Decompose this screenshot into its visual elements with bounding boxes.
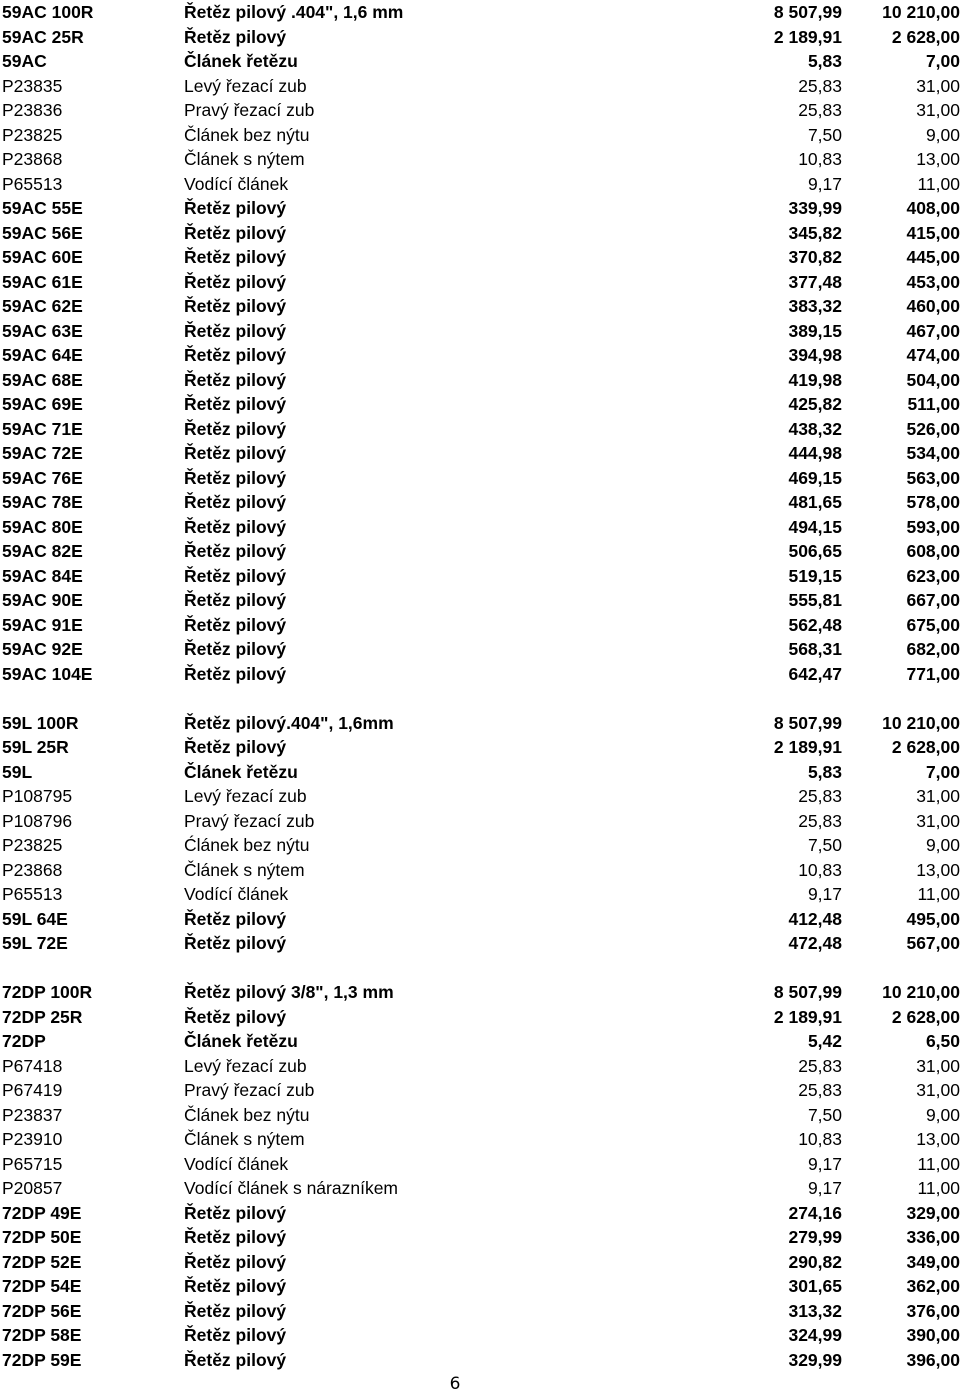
- item-description: Řetěz pilový: [184, 443, 287, 463]
- price-with-vat: 31,00: [916, 1055, 960, 1076]
- item-code: 72DP: [2, 1031, 46, 1051]
- price-with-vat: 675,00: [906, 614, 960, 635]
- item-description: Řetěz pilový: [184, 933, 287, 953]
- price-with-vat: 563,00: [906, 467, 960, 488]
- item-code: 59AC 60E: [2, 247, 83, 267]
- item-description: Řetěz pilový: [184, 590, 287, 610]
- price-without-vat: 506,65: [788, 541, 842, 561]
- price-with-vat: 13,00: [916, 859, 960, 880]
- item-description: Levý řezací zub: [184, 75, 307, 96]
- item-code: P23910: [2, 1129, 63, 1149]
- item-code: 59L 100R: [2, 712, 79, 733]
- item-code: P20857: [2, 1178, 63, 1198]
- price-without-vat: 25,83: [798, 1080, 842, 1100]
- price-with-vat: 376,00: [906, 1300, 960, 1321]
- table-row: [0, 245, 960, 270]
- price-without-vat: 9,17: [807, 173, 842, 194]
- item-description: Řetěz pilový: [184, 1349, 287, 1370]
- item-code: 59AC 61E: [2, 271, 83, 292]
- price-with-vat: 9,00: [925, 124, 960, 145]
- item-code: 59AC 92E: [2, 639, 83, 659]
- table-row: [0, 417, 960, 442]
- item-code: P67419: [2, 1080, 63, 1100]
- table-row: [0, 0, 960, 25]
- item-description: Řetěz pilový: [184, 614, 287, 635]
- price-with-vat: 10 210,00: [882, 2, 960, 22]
- item-code: 59AC 25R: [2, 26, 84, 47]
- item-description: Pravý řezací zub: [184, 100, 315, 120]
- item-description: Řetěz pilový: [184, 565, 287, 586]
- price-with-vat: 593,00: [906, 516, 960, 537]
- item-description: Řetěz pilový: [184, 271, 287, 292]
- item-code: 59AC 104E: [2, 663, 93, 684]
- table-row: [0, 613, 960, 638]
- price-with-vat: 511,00: [907, 394, 960, 414]
- item-code: P23868: [2, 859, 63, 880]
- item-description: Vodící článek: [184, 884, 289, 904]
- item-code: P65715: [2, 1153, 63, 1174]
- price-without-vat: 25,83: [798, 75, 842, 96]
- table-row: [0, 392, 960, 417]
- table-row: [0, 343, 960, 368]
- item-code: 59AC 80E: [2, 516, 83, 537]
- table-row: [0, 980, 960, 1005]
- item-description: Pravý řezací zub: [184, 1080, 315, 1100]
- item-code: 72DP 59E: [2, 1349, 82, 1370]
- table-row: [0, 735, 960, 760]
- item-code: P65513: [2, 173, 63, 194]
- price-without-vat: 9,17: [807, 884, 842, 904]
- price-with-vat: 526,00: [906, 418, 960, 439]
- price-without-vat: 469,15: [788, 467, 842, 488]
- price-without-vat: 8 507,99: [773, 2, 842, 22]
- item-description: Řetěz pilový: [184, 639, 287, 659]
- price-without-vat: 5,83: [807, 761, 842, 782]
- price-without-vat: 10,83: [798, 859, 842, 880]
- price-without-vat: 472,48: [788, 933, 842, 953]
- item-description: Pravý řezací zub: [184, 810, 315, 831]
- price-without-vat: 9,17: [807, 1153, 842, 1174]
- item-code: 59AC 78E: [2, 492, 83, 512]
- item-description: Řetěz pilový.404", 1,6mm: [184, 712, 394, 733]
- table-row: [0, 1274, 960, 1299]
- table-row: [0, 515, 960, 540]
- price-without-vat: 345,82: [788, 222, 842, 243]
- item-description: Řetěz pilový: [184, 467, 287, 488]
- price-with-vat: 11,00: [917, 173, 960, 194]
- price-with-vat: 2 628,00: [891, 1006, 960, 1027]
- item-code: 59AC 71E: [2, 418, 83, 439]
- table-row: [0, 662, 960, 687]
- item-description: Řetěz pilový: [184, 394, 287, 414]
- price-with-vat: 390,00: [906, 1325, 960, 1345]
- price-with-vat: 682,00: [906, 639, 960, 659]
- item-code: P108795: [2, 786, 73, 806]
- item-description: Článek řetězu: [184, 761, 298, 782]
- price-with-vat: 31,00: [916, 1080, 960, 1100]
- price-with-vat: 608,00: [906, 541, 960, 561]
- item-code: 59AC 91E: [2, 614, 83, 635]
- item-description: Článek bez nýtu: [184, 124, 310, 145]
- price-without-vat: 324,99: [788, 1325, 842, 1345]
- item-code: 59AC: [2, 51, 47, 71]
- price-with-vat: 13,00: [916, 149, 960, 169]
- table-row: [0, 1299, 960, 1324]
- item-description: Řetěz pilový: [184, 492, 287, 512]
- item-code: 59AC 100R: [2, 2, 94, 22]
- item-description: Řetěz pilový: [184, 296, 287, 316]
- price-without-vat: 568,31: [788, 639, 842, 659]
- table-row: [0, 25, 960, 50]
- table-row: [0, 1103, 960, 1128]
- item-description: Řetěz pilový: [184, 369, 287, 390]
- item-description: Řetěz pilový: [184, 1202, 287, 1223]
- price-with-vat: 31,00: [916, 786, 960, 806]
- price-with-vat: 31,00: [916, 75, 960, 96]
- price-with-vat: 13,00: [916, 1129, 960, 1149]
- table-row: [0, 294, 960, 319]
- item-code: P23835: [2, 75, 63, 96]
- price-without-vat: 377,48: [788, 271, 842, 292]
- price-with-vat: 10 210,00: [882, 982, 960, 1002]
- table-row: [0, 1152, 960, 1177]
- item-description: Řetěz pilový: [184, 737, 287, 757]
- item-description: Řetěz pilový: [184, 247, 287, 267]
- item-description: Ćlánek bez nýtu: [184, 835, 310, 855]
- price-with-vat: 396,00: [906, 1349, 960, 1370]
- item-code: 59AC 72E: [2, 443, 83, 463]
- price-with-vat: 9,00: [925, 835, 960, 855]
- price-with-vat: 9,00: [925, 1104, 960, 1125]
- table-row: [0, 1054, 960, 1079]
- table-row: [0, 637, 960, 662]
- table-row: [0, 319, 960, 344]
- item-code: 59AC 64E: [2, 345, 83, 365]
- item-code: 59AC 55E: [2, 198, 83, 218]
- table-row: [0, 760, 960, 785]
- price-without-vat: 562,48: [788, 614, 842, 635]
- item-description: Článek řetězu: [184, 51, 298, 71]
- price-without-vat: 555,81: [788, 590, 842, 610]
- item-description: Řetěz pilový: [184, 26, 287, 47]
- price-without-vat: 10,83: [798, 149, 842, 169]
- item-code: 59L: [2, 761, 33, 782]
- price-without-vat: 389,15: [788, 320, 842, 341]
- item-code: 72DP 25R: [2, 1006, 83, 1027]
- table-row: [0, 1078, 960, 1103]
- price-without-vat: 329,99: [788, 1349, 842, 1370]
- price-with-vat: 495,00: [906, 908, 960, 929]
- item-description: Řetěz pilový: [184, 663, 287, 684]
- item-description: Řetěz pilový: [184, 1251, 287, 1272]
- section-gap: [0, 956, 960, 981]
- item-description: Řetěz pilový: [184, 1006, 287, 1027]
- price-with-vat: 567,00: [906, 933, 960, 953]
- price-without-vat: 290,82: [788, 1251, 842, 1272]
- price-without-vat: 301,65: [788, 1276, 842, 1296]
- item-description: Levý řezací zub: [184, 1055, 307, 1076]
- table-row: [0, 564, 960, 589]
- item-code: P23825: [2, 835, 63, 855]
- table-row: [0, 1348, 960, 1373]
- table-row: [0, 49, 960, 74]
- table-row: [0, 1323, 960, 1348]
- price-with-vat: 7,00: [925, 51, 960, 71]
- table-row: [0, 588, 960, 613]
- price-without-vat: 25,83: [798, 100, 842, 120]
- item-description: Řetěz pilový: [184, 1276, 287, 1296]
- price-with-vat: 415,00: [906, 222, 960, 243]
- table-row: [0, 196, 960, 221]
- item-code: 59L 64E: [2, 908, 68, 929]
- item-code: 59AC 56E: [2, 222, 83, 243]
- item-description: Článek bez nýtu: [184, 1104, 310, 1125]
- price-without-vat: 274,16: [788, 1202, 842, 1223]
- item-description: Řetěz pilový: [184, 222, 287, 243]
- item-code: P67418: [2, 1055, 63, 1076]
- table-row: [0, 1029, 960, 1054]
- item-description: Vodící článek s nárazníkem: [184, 1178, 398, 1198]
- price-without-vat: 10,83: [798, 1129, 842, 1149]
- table-row: [0, 147, 960, 172]
- table-row: [0, 74, 960, 99]
- table-row: [0, 784, 960, 809]
- price-without-vat: 8 507,99: [773, 982, 842, 1002]
- item-code: 72DP 100R: [2, 982, 93, 1002]
- item-code: 72DP 50E: [2, 1227, 82, 1247]
- price-without-vat: 438,32: [788, 418, 842, 439]
- item-description: Levý řezací zub: [184, 786, 307, 806]
- item-code: P23836: [2, 100, 63, 120]
- item-description: Řetěz pilový: [184, 1300, 287, 1321]
- table-row: [0, 1127, 960, 1152]
- price-with-vat: 623,00: [906, 565, 960, 586]
- price-without-vat: 339,99: [788, 198, 842, 218]
- table-row: [0, 270, 960, 295]
- item-code: 59AC 90E: [2, 590, 83, 610]
- item-code: 72DP 56E: [2, 1300, 82, 1321]
- price-without-vat: 25,83: [798, 810, 842, 831]
- price-with-vat: 474,00: [906, 345, 960, 365]
- item-code: 59L 72E: [2, 933, 68, 953]
- price-without-vat: 419,98: [788, 369, 842, 390]
- section-gap: [0, 686, 960, 711]
- price-with-vat: 11,00: [917, 884, 960, 904]
- table-row: [0, 1250, 960, 1275]
- price-without-vat: 383,32: [788, 296, 842, 316]
- price-without-vat: 7,50: [807, 1104, 842, 1125]
- price-with-vat: 336,00: [906, 1227, 960, 1247]
- item-code: 59L 25R: [2, 737, 69, 757]
- price-without-vat: 313,32: [788, 1300, 842, 1321]
- price-with-vat: 349,00: [906, 1251, 960, 1272]
- table-row: [0, 490, 960, 515]
- item-description: Řetěz pilový: [184, 908, 287, 929]
- price-without-vat: 425,82: [788, 394, 842, 414]
- table-row: [0, 711, 960, 736]
- item-description: Řetěz pilový: [184, 516, 287, 537]
- item-code: 59AC 62E: [2, 296, 83, 316]
- table-row: [0, 882, 960, 907]
- item-description: Řetěz pilový .404", 1,6 mm: [184, 2, 404, 22]
- price-without-vat: 7,50: [807, 124, 842, 145]
- item-code: 72DP 49E: [2, 1202, 82, 1223]
- price-with-vat: 408,00: [906, 198, 960, 218]
- table-row: [0, 858, 960, 883]
- table-row: [0, 466, 960, 491]
- item-description: Řetěz pilový: [184, 198, 287, 218]
- price-without-vat: 2 189,91: [773, 1006, 842, 1027]
- table-row: [0, 931, 960, 956]
- price-with-vat: 2 628,00: [891, 26, 960, 47]
- price-without-vat: 444,98: [788, 443, 842, 463]
- price-without-vat: 494,15: [788, 516, 842, 537]
- price-without-vat: 481,65: [788, 492, 842, 512]
- item-code: 59AC 82E: [2, 541, 83, 561]
- table-row: [0, 1201, 960, 1226]
- price-with-vat: 362,00: [906, 1276, 960, 1296]
- item-code: 72DP 58E: [2, 1325, 82, 1345]
- item-code: 59AC 68E: [2, 369, 83, 390]
- item-description: Článek s nýtem: [184, 1129, 305, 1149]
- price-without-vat: 8 507,99: [773, 712, 842, 733]
- price-with-vat: 467,00: [906, 320, 960, 341]
- item-description: Řetěz pilový: [184, 345, 287, 365]
- price-without-vat: 5,42: [807, 1031, 842, 1051]
- item-description: Řetěz pilový: [184, 541, 287, 561]
- item-code: 72DP 52E: [2, 1251, 82, 1272]
- price-without-vat: 2 189,91: [773, 737, 842, 757]
- price-with-vat: 667,00: [906, 590, 960, 610]
- item-code: P108796: [2, 810, 73, 831]
- price-without-vat: 370,82: [788, 247, 842, 267]
- item-code: 72DP 54E: [2, 1276, 82, 1296]
- price-with-vat: 7,00: [925, 761, 960, 782]
- price-with-vat: 771,00: [906, 663, 960, 684]
- price-with-vat: 11,00: [917, 1153, 960, 1174]
- price-without-vat: 519,15: [788, 565, 842, 586]
- table-row: [0, 98, 960, 123]
- item-description: Článek řetězu: [184, 1031, 298, 1051]
- item-description: Řetěz pilový 3/8", 1,3 mm: [184, 982, 394, 1002]
- item-code: 59AC 76E: [2, 467, 83, 488]
- item-description: Článek s nýtem: [184, 149, 305, 169]
- item-code: 59AC 84E: [2, 565, 83, 586]
- price-with-vat: 534,00: [906, 443, 960, 463]
- price-with-vat: 453,00: [906, 271, 960, 292]
- table-row: [0, 1005, 960, 1030]
- price-with-vat: 31,00: [916, 100, 960, 120]
- table-row: [0, 368, 960, 393]
- item-description: Vodící článek: [184, 1153, 289, 1174]
- table-row: [0, 123, 960, 148]
- table-row: [0, 539, 960, 564]
- price-with-vat: 2 628,00: [891, 737, 960, 757]
- price-with-vat: 329,00: [906, 1202, 960, 1223]
- table-row: [0, 441, 960, 466]
- table-row: [0, 172, 960, 197]
- price-with-vat: 460,00: [906, 296, 960, 316]
- table-row: [0, 833, 960, 858]
- price-without-vat: 25,83: [798, 1055, 842, 1076]
- table-row: [0, 1176, 960, 1201]
- page-number: 6: [449, 1374, 461, 1394]
- price-with-vat: 10 210,00: [882, 712, 960, 733]
- price-with-vat: 578,00: [906, 492, 960, 512]
- item-description: Vodící článek: [184, 173, 289, 194]
- item-code: P23825: [2, 124, 63, 145]
- price-with-vat: 445,00: [906, 247, 960, 267]
- item-description: Řetěz pilový: [184, 418, 287, 439]
- item-code: 59AC 63E: [2, 320, 83, 341]
- price-with-vat: 31,00: [916, 810, 960, 831]
- item-description: Řetěz pilový: [184, 1227, 287, 1247]
- item-description: Článek s nýtem: [184, 859, 305, 880]
- table-row: [0, 907, 960, 932]
- price-without-vat: 412,48: [788, 908, 842, 929]
- item-code: P23868: [2, 149, 63, 169]
- item-code: 59AC 69E: [2, 394, 83, 414]
- price-without-vat: 7,50: [807, 835, 842, 855]
- item-description: Řetěz pilový: [184, 320, 287, 341]
- price-without-vat: 9,17: [807, 1178, 842, 1198]
- item-code: P65513: [2, 884, 63, 904]
- price-without-vat: 25,83: [798, 786, 842, 806]
- price-without-vat: 5,83: [807, 51, 842, 71]
- price-with-vat: 504,00: [906, 369, 960, 390]
- table-row: [0, 809, 960, 834]
- table-row: [0, 1225, 960, 1250]
- price-with-vat: 11,00: [917, 1178, 960, 1198]
- item-description: Řetěz pilový: [184, 1325, 287, 1345]
- price-with-vat: 6,50: [925, 1031, 960, 1051]
- price-without-vat: 2 189,91: [773, 26, 842, 47]
- price-without-vat: 642,47: [788, 663, 842, 684]
- price-without-vat: 394,98: [788, 345, 842, 365]
- price-without-vat: 279,99: [788, 1227, 842, 1247]
- table-row: [0, 221, 960, 246]
- item-code: P23837: [2, 1104, 63, 1125]
